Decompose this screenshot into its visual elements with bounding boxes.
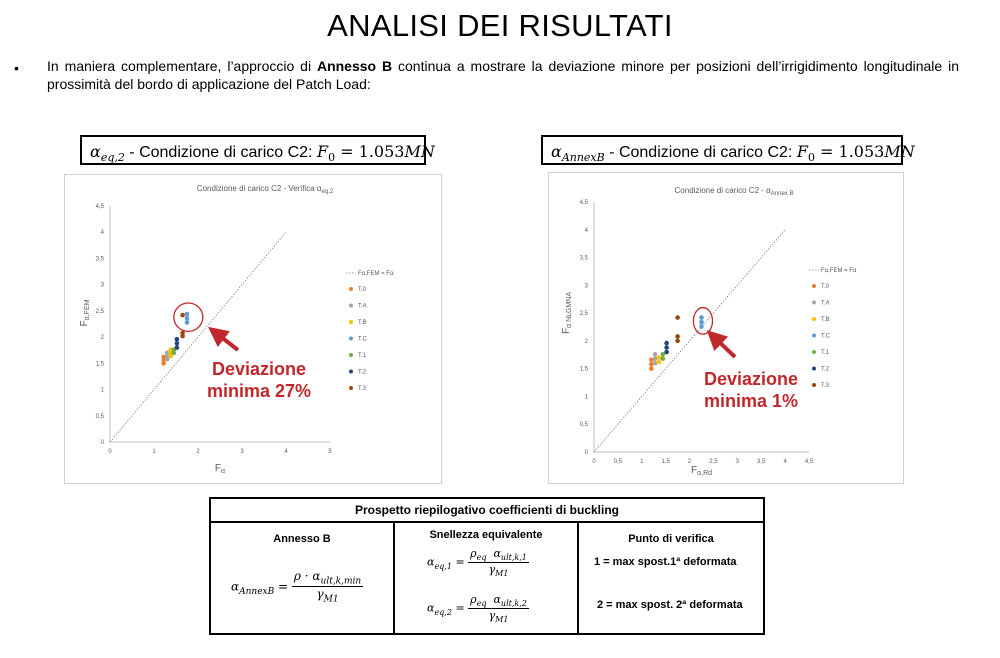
y-tick-label: 3,5 [95, 256, 104, 263]
legend-label: T.1 [358, 353, 367, 359]
x-tick-label: 0 [108, 449, 112, 455]
left-arrow [216, 333, 238, 350]
y-tick-label: 2,5 [95, 308, 104, 315]
x-tick-label: 0,5 [613, 459, 623, 465]
verification-point-1: 1 = max spost.1ª deformata [594, 556, 737, 568]
x-tick-label: 3 [735, 459, 740, 465]
formula-numerator-sub: eq [476, 599, 487, 609]
y-tick-label: 2 [100, 335, 104, 342]
formula-numerator: ρ [470, 593, 477, 606]
x-tick-label: 0 [592, 459, 596, 465]
formula-denominator-sub: M1 [495, 615, 509, 625]
formula-annex-b: $\alpha_{AnnexB}$ = $\frac{\rho \cdot \alpha_{ult,k,min}}{\gamma_{M1}}$ [231, 569, 362, 605]
x-tick-label: 3,5 [757, 459, 766, 465]
bullet-marker: • [14, 60, 19, 76]
y-axis-label-subscript: α NLGMNA [566, 291, 573, 328]
legend-label: T.3 [358, 386, 367, 392]
y-tick-label: 1,5 [579, 366, 588, 373]
formula-denominator: γ [316, 587, 324, 602]
y-tick-label: 0,5 [95, 413, 104, 420]
x-axis-label-subscript: α,Rd [697, 470, 713, 477]
deviation-line2: minima 27% [206, 381, 312, 401]
caption-value: = 1.053 [335, 142, 405, 161]
y-tick-label: 2,5 [579, 311, 588, 318]
y-tick-label: 3,5 [579, 255, 588, 262]
y-tick-label: 4 [100, 230, 104, 237]
formula-eq2: $\alpha_{eq,2}$ = $\frac{\rho_{eq} \alpha_{ult,k,2}}{\gamma_{M1}}$ [427, 593, 527, 625]
chart-title: Condizione di carico $C2 - \alpha_{Annex B}$ [674, 186, 794, 197]
y-axis-label-subscript: α,FEM [84, 299, 91, 321]
y-tick-label: 1,5 [95, 361, 104, 368]
verification-point-2: 2 = max spost. 2ª deformata [597, 599, 743, 611]
col-annesso-b [211, 523, 395, 633]
caption-alpha-symbol: α [551, 142, 562, 161]
y-tick-label: 0 [100, 440, 104, 446]
legend-label: T.0 [358, 287, 367, 293]
x-tick-label: 4 [284, 449, 288, 455]
formula-fraction [468, 593, 529, 624]
caption-value: = 1.053 [814, 142, 885, 161]
table-title: Prospetto riepilogativo coefficienti di buckling [209, 497, 765, 523]
y-tick-label: 0,5 [579, 422, 588, 429]
legend-label: T.A [358, 303, 367, 310]
caption-alpha-symbol: α [90, 142, 101, 161]
y-tick-label: 2 [584, 338, 588, 345]
col-header-punto-verifica: Punto di verifica [628, 533, 714, 545]
x-tick-label: 2 [687, 459, 692, 465]
x-tick-label: 2 [196, 449, 200, 455]
x-tick-label: 4,5 [804, 459, 814, 465]
legend-label: T.B [821, 317, 830, 323]
col-header-snellezza: Snellezza equivalente [429, 529, 543, 541]
x-tick-label: 4 [783, 459, 787, 465]
legend-label: T.A [821, 300, 830, 307]
formula-fraction [292, 569, 363, 605]
formula-lhs: α [427, 601, 435, 615]
legend-label: Fα,FEM = Fα [358, 271, 394, 277]
legend-label: T.3 [821, 383, 830, 389]
caption-unit: MN [884, 142, 915, 161]
paragraph-text-after: continua a mostrare la deviazione minore per posizioni dell’irrigidimento longitudinale in prossimità del bordo di applicazione del Patch Load: [47, 58, 959, 92]
deviation-line1: Deviazione [211, 359, 307, 379]
caption-force-subscript: 0 [328, 151, 336, 165]
formula-lhs: α [427, 555, 435, 569]
y-tick-label: 0 [584, 450, 588, 456]
legend-label: T.2 [821, 366, 830, 373]
caption-alpha-subscript: AnnexB [561, 151, 605, 165]
formula-fraction [468, 547, 529, 578]
caption-alpha-subscript: eq,2 [100, 151, 125, 165]
x-tick-label: 5 [328, 449, 332, 455]
deviation-line1: Deviazione [703, 369, 799, 389]
y-tick-label: 1 [100, 387, 104, 394]
formula-lhs-sub: AnnexB [239, 586, 275, 597]
caption-text: - Condizione di carico C2: [604, 144, 797, 161]
legend-label: T.B [358, 320, 367, 326]
formula-numerator2: α [493, 593, 501, 606]
y-axis-label: $F_{\alpha NLGMNA}$ [561, 291, 573, 335]
y-tick-label: 3 [584, 283, 588, 290]
legend-label: T.2 [358, 369, 367, 376]
formula-numerator-sub: ult,k,min [320, 576, 362, 587]
chart-title-subscript: Annex B [770, 191, 794, 197]
formula-numerator-sub: eq [476, 553, 487, 563]
x-tick-label: 1 [640, 459, 644, 465]
formula-eq1: $\alpha_{eq,1}$ = $\frac{\rho_{eq} \alpha_{ult,k,1}}{\gamma_{M1}}$ [427, 547, 527, 579]
y-tick-label: 1 [584, 394, 588, 401]
caption-unit: MN [404, 142, 435, 161]
col-snellezza [395, 523, 579, 633]
paragraph-text-before: In maniera complementare, l’approccio di [47, 58, 317, 74]
legend-label: T.1 [821, 350, 830, 356]
formula-denominator-sub: M1 [323, 594, 339, 605]
x-tick-label: 1 [152, 449, 156, 455]
formula-lhs-sub: eq,1 [434, 561, 452, 571]
deviation-line2: minima 1% [703, 391, 799, 411]
y-tick-label: 4,5 [95, 204, 104, 210]
caption-text: - Condizione di carico C2: [124, 144, 317, 161]
legend-label: T.0 [821, 284, 830, 290]
x-tick-label: 3 [240, 449, 244, 455]
col-header-annesso-b: Annesso B [273, 533, 331, 545]
x-axis-label: $F_\alpha$ [214, 463, 226, 475]
formula-lhs-sub: eq,2 [434, 607, 452, 617]
formula-numerator2: α [493, 547, 501, 560]
x-axis-label-subscript: α [221, 468, 226, 475]
y-tick-label: 3 [100, 282, 104, 289]
caption-force-subscript: 0 [807, 151, 815, 165]
caption-force-symbol: F [316, 142, 329, 161]
paragraph-bold-text: Annesso B [316, 58, 393, 74]
legend-label: T.C [821, 333, 830, 340]
legend-label: T.C [358, 336, 367, 343]
formula-numerator: ρ · α [293, 569, 321, 583]
formula-numerator2-sub: ult,k,2 [500, 599, 527, 609]
formula-lhs: α [231, 579, 240, 594]
y-tick-label: 4,5 [579, 200, 588, 206]
right-arrow [714, 337, 735, 357]
x-axis-label: $F_{\alpha,Rd}$ [690, 465, 713, 477]
caption-force-symbol: F [796, 142, 808, 161]
x-tick-label: 1,5 [661, 459, 670, 465]
formula-numerator2-sub: ult,k,1 [500, 553, 527, 563]
col-punto-verifica [579, 523, 763, 633]
y-tick-label: 4 [584, 227, 588, 234]
formula-numerator: ρ [470, 547, 477, 560]
formula-denominator: γ [488, 563, 496, 577]
chart-title: Condizione di carico C2 - Verifica $\alpha_{eq,2}$ [196, 184, 334, 195]
formula-denominator: γ [488, 609, 496, 623]
chart-title-subscript: eq,2 [321, 189, 334, 195]
y-axis-label: $F_{\alpha,FEM}$ [79, 299, 91, 327]
summary-table [209, 521, 765, 635]
formula-denominator-sub: M1 [495, 569, 509, 579]
legend-label: Fα,FEM = Fα [821, 268, 857, 274]
x-tick-label: 2,5 [709, 459, 718, 465]
slide-title: ANALISI DEI RISULTATI [327, 8, 673, 43]
